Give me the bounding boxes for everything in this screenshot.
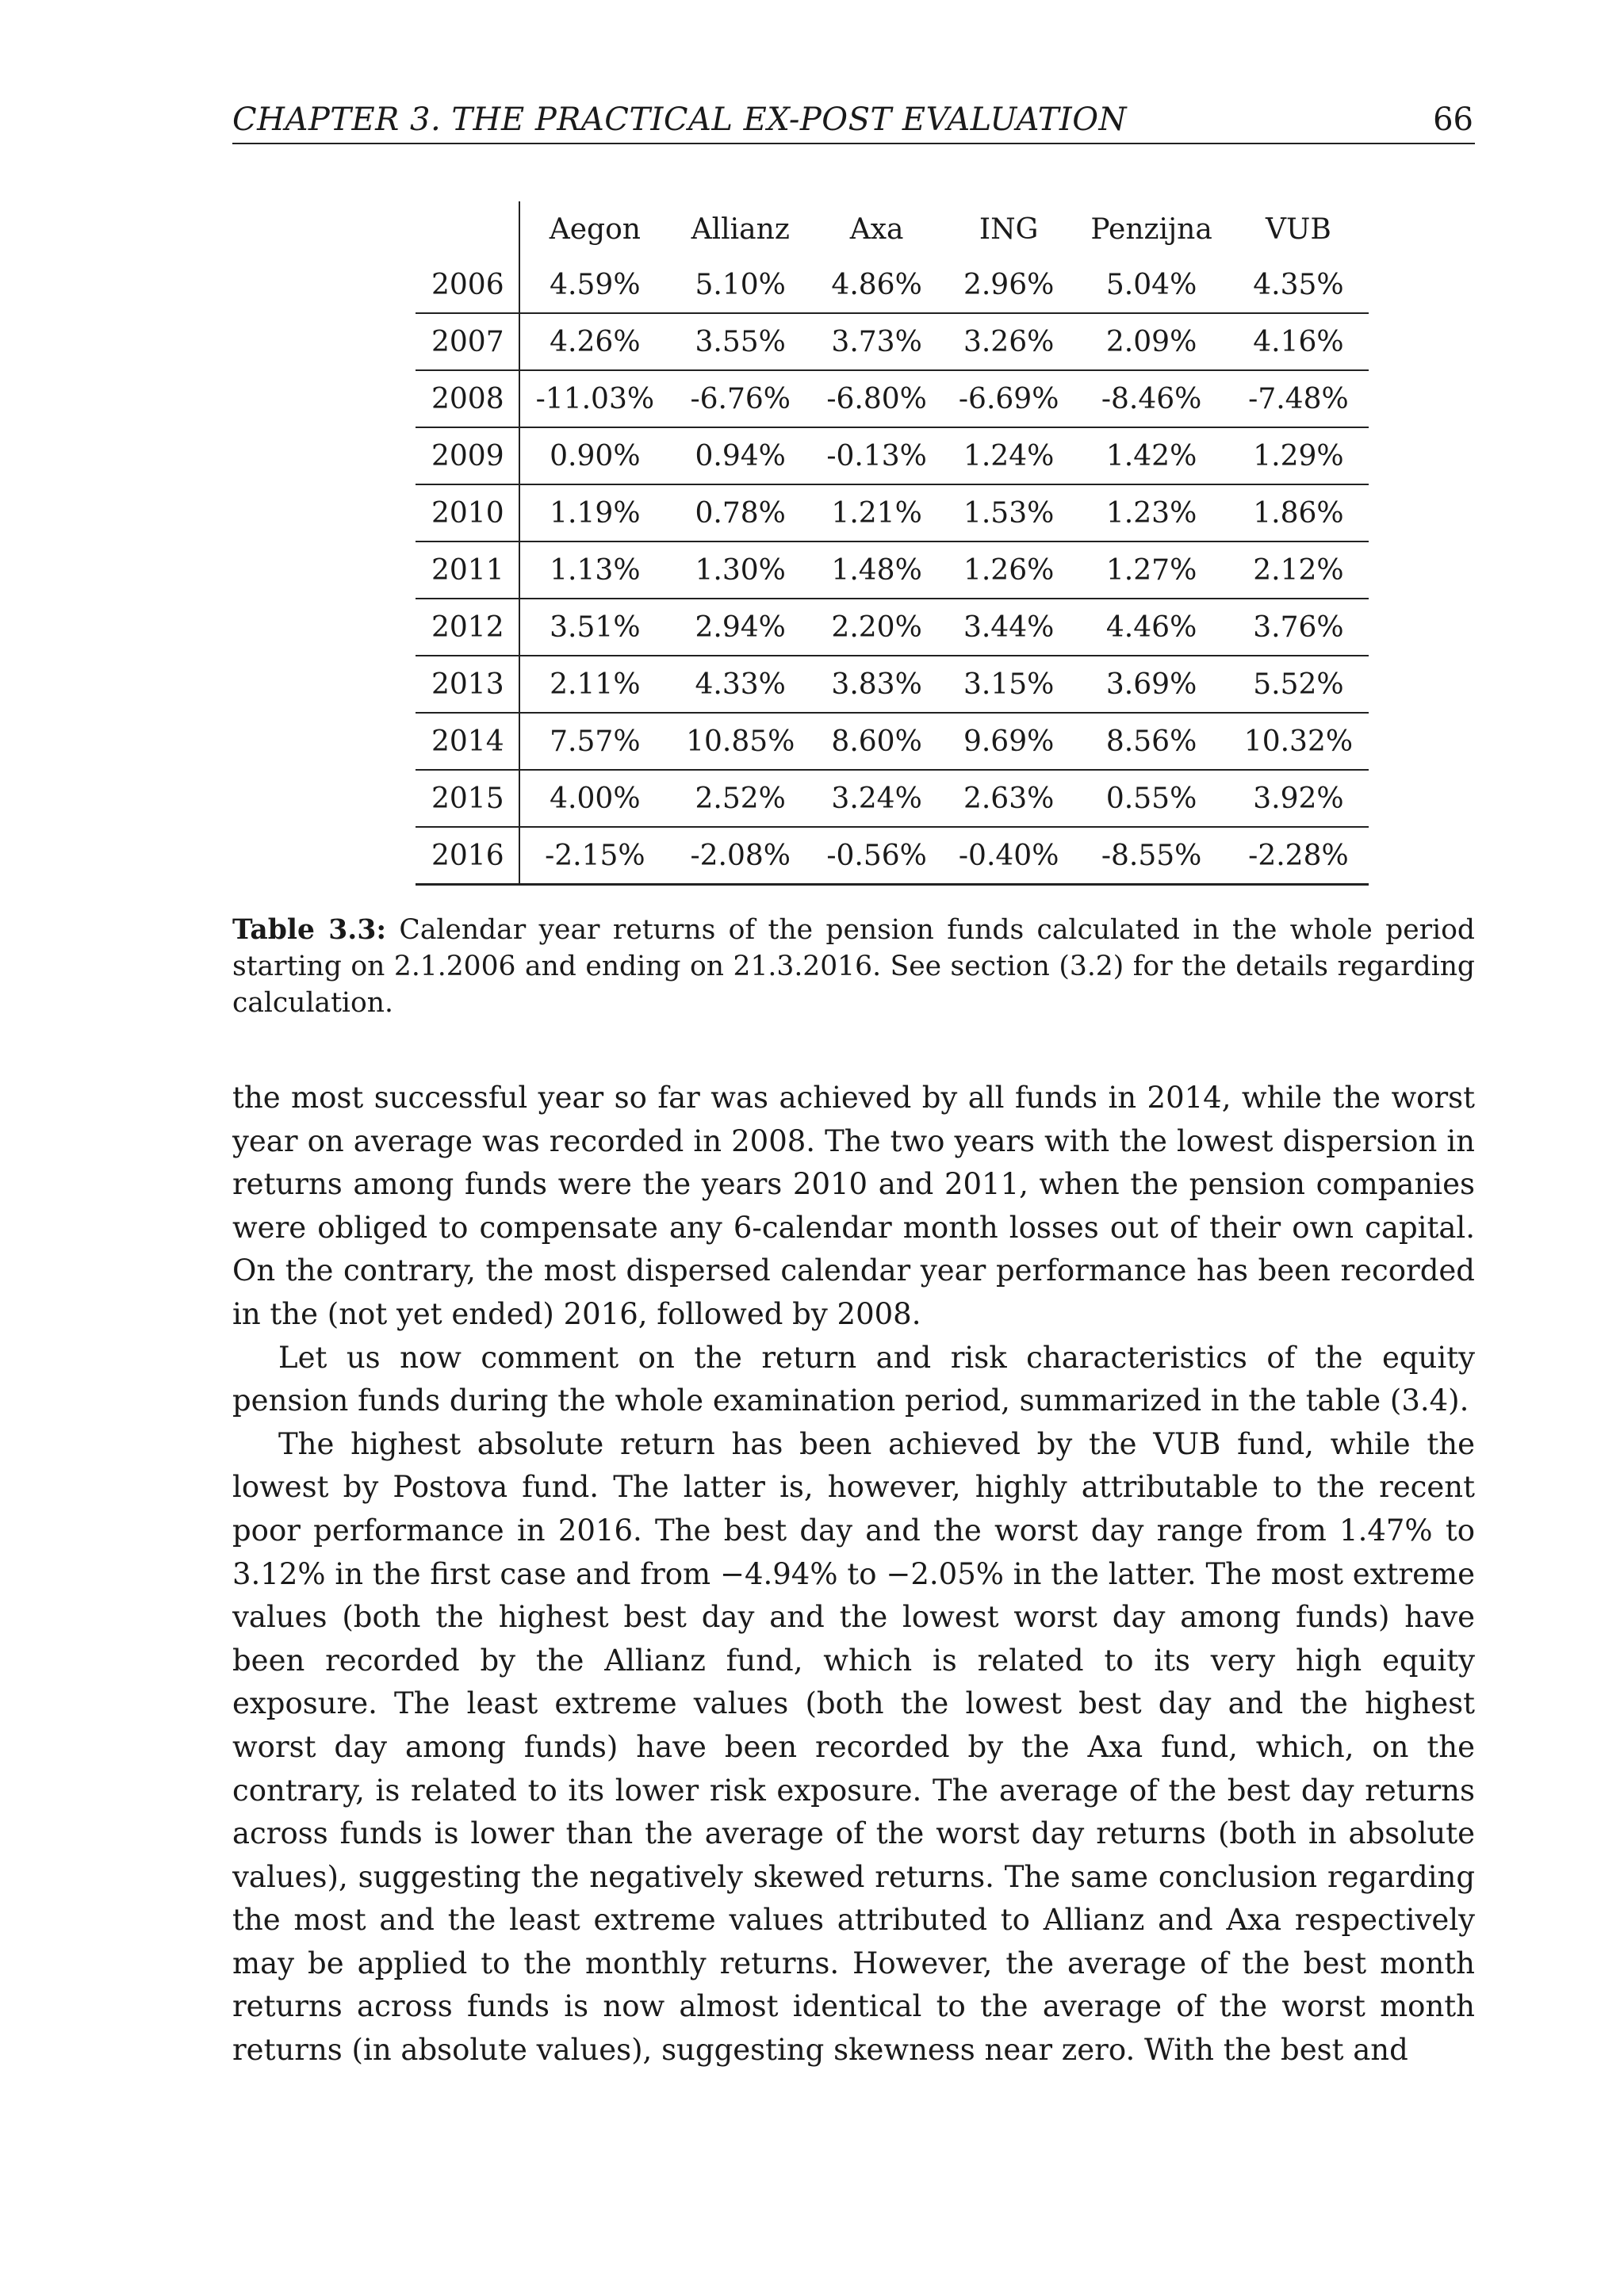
return-cell: 0.94% — [670, 427, 810, 484]
return-cell: 1.48% — [810, 541, 943, 599]
return-cell: 10.85% — [670, 713, 810, 770]
return-cell: 2.09% — [1074, 313, 1228, 370]
return-cell: -2.28% — [1228, 827, 1369, 885]
return-cell: 3.92% — [1228, 770, 1369, 827]
return-cell: -6.69% — [943, 370, 1075, 427]
return-cell: 1.24% — [943, 427, 1075, 484]
return-cell: 2.20% — [810, 599, 943, 656]
return-cell: 2.96% — [943, 257, 1075, 313]
paragraph: Let us now comment on the return and risk characteristics of the equity pension funds during the whole examination period, summarized in the table (3.4). — [232, 1340, 1475, 1418]
return-cell: 1.86% — [1228, 484, 1369, 541]
return-cell: 3.24% — [810, 770, 943, 827]
return-cell: 4.00% — [519, 770, 670, 827]
return-cell: 1.29% — [1228, 427, 1369, 484]
chapter-title: CHAPTER 3. THE PRACTICAL EX-POST EVALUATION — [232, 101, 1127, 138]
return-cell: 1.30% — [670, 541, 810, 599]
return-cell: 8.60% — [810, 713, 943, 770]
return-cell: 1.42% — [1074, 427, 1228, 484]
return-cell: -6.76% — [670, 370, 810, 427]
table-row — [416, 827, 1369, 885]
table-row — [416, 313, 1369, 370]
return-cell: -2.15% — [519, 827, 670, 885]
return-cell: 0.90% — [519, 427, 670, 484]
return-cell: -2.08% — [670, 827, 810, 885]
table-row — [416, 427, 1369, 484]
page-number: 66 — [1433, 101, 1473, 138]
table-caption — [232, 912, 1475, 1021]
caption-text: Calendar year returns of the pension funds calculated in the whole period starting on 2.1.2006 and ending on 21.3.2016. See section (3.2) for the details regarding calculation. — [232, 914, 1476, 1019]
return-cell: 4.16% — [1228, 313, 1369, 370]
column-header: VUB — [1266, 212, 1331, 246]
year-cell: 2014 — [416, 713, 519, 770]
return-cell: 1.13% — [519, 541, 670, 599]
year-cell: 2013 — [416, 656, 519, 713]
calendar-returns-table — [416, 201, 1369, 886]
return-cell: 4.46% — [1074, 599, 1228, 656]
table-row — [416, 599, 1369, 656]
return-cell: 1.26% — [943, 541, 1075, 599]
return-cell: 3.44% — [943, 599, 1075, 656]
table-row — [416, 541, 1369, 599]
year-cell: 2010 — [416, 484, 519, 541]
column-header: Axa — [849, 212, 904, 246]
return-cell: 3.76% — [1228, 599, 1369, 656]
caption-label: Table 3.3: — [232, 914, 387, 946]
return-cell: 2.12% — [1228, 541, 1369, 599]
return-cell: 1.53% — [943, 484, 1075, 541]
return-cell: 5.52% — [1228, 656, 1369, 713]
return-cell: 3.69% — [1074, 656, 1228, 713]
return-cell: 9.69% — [943, 713, 1075, 770]
paragraph: The highest absolute return has been achieved by the VUB fund, while the lowest by Postova fund. The latter is, however, highly attributable to the recent poor performance in 2016. The best day and the worst day range from 1.47% to 3.12% in the first case and from −4.94% to −2.05% in the latter. The most extreme values (both the highest best day and the lowest worst day among funds) have been recorded by the Allianz fund, which is related to its very high equity exposure. The least extreme values (both the lowest best day and the highest worst day among funds) have been recorded by the Axa fund, which, on the contrary, is related to its lower risk exposure. The average of the best day returns across funds is lower than the average of the worst day returns (both in absolute values), suggesting the negatively skewed returns. The same conclusion regarding the most and the least extreme values attributed to Allianz and Axa respectively may be applied to the monthly returns. However, the average of the best month returns across funds is now almost identical to the average of the worst month returns (in absolute values), suggesting skewness near zero. With the best and — [232, 1426, 1475, 2068]
return-cell: 5.04% — [1074, 257, 1228, 313]
return-cell: 3.26% — [943, 313, 1075, 370]
column-header: Penzijna — [1090, 212, 1212, 246]
return-cell: 3.51% — [519, 599, 670, 656]
return-cell: 2.94% — [670, 599, 810, 656]
paragraph: the most successful year so far was achieved by all funds in 2014, while the worst year on average was recorded in 2008. The two years with the lowest dispersion in returns among funds were the years 2010 and 2011, when the pension companies were obliged to compensate any 6-calendar month losses out of their own capital. On the contrary, the most dispersed calendar year performance has been recorded in the (not yet ended) 2016, followed by 2008. — [232, 1081, 1475, 1331]
corner-cell — [416, 201, 519, 257]
return-cell: 4.59% — [519, 257, 670, 313]
return-cell: 1.23% — [1074, 484, 1228, 541]
return-cell: 3.15% — [943, 656, 1075, 713]
return-cell: -11.03% — [519, 370, 670, 427]
column-header: Allianz — [691, 212, 790, 246]
year-cell: 2007 — [416, 313, 519, 370]
year-cell: 2006 — [416, 257, 519, 313]
table-row — [416, 484, 1369, 541]
return-cell: 2.52% — [670, 770, 810, 827]
return-cell: 3.73% — [810, 313, 943, 370]
table-row — [416, 257, 1369, 313]
year-cell: 2009 — [416, 427, 519, 484]
return-cell: -0.40% — [943, 827, 1075, 885]
return-cell: -7.48% — [1228, 370, 1369, 427]
return-cell: 3.83% — [810, 656, 943, 713]
return-cell: 2.63% — [943, 770, 1075, 827]
return-cell: 1.21% — [810, 484, 943, 541]
return-cell: -0.13% — [810, 427, 943, 484]
return-cell: 1.27% — [1074, 541, 1228, 599]
column-header: Aegon — [549, 212, 641, 246]
return-cell: -8.55% — [1074, 827, 1228, 885]
table-row — [416, 713, 1369, 770]
return-cell: 4.86% — [810, 257, 943, 313]
table-row — [416, 370, 1369, 427]
running-header — [232, 101, 1475, 144]
year-cell: 2015 — [416, 770, 519, 827]
year-cell: 2011 — [416, 541, 519, 599]
column-header: ING — [979, 212, 1039, 246]
year-cell: 2016 — [416, 827, 519, 885]
return-cell: 5.10% — [670, 257, 810, 313]
table-row — [416, 656, 1369, 713]
return-cell: 8.56% — [1074, 713, 1228, 770]
return-cell: 4.35% — [1228, 257, 1369, 313]
return-cell: 1.19% — [519, 484, 670, 541]
table-row — [416, 770, 1369, 827]
return-cell: -8.46% — [1074, 370, 1228, 427]
return-cell: -6.80% — [810, 370, 943, 427]
return-cell: 7.57% — [519, 713, 670, 770]
return-cell: 10.32% — [1228, 713, 1369, 770]
return-cell: 2.11% — [519, 656, 670, 713]
year-cell: 2012 — [416, 599, 519, 656]
table-header-row — [416, 201, 1369, 257]
return-cell: 4.26% — [519, 313, 670, 370]
return-cell: 0.55% — [1074, 770, 1228, 827]
return-cell: 3.55% — [670, 313, 810, 370]
year-cell: 2008 — [416, 370, 519, 427]
return-cell: 4.33% — [670, 656, 810, 713]
body-text — [232, 1077, 1475, 2072]
return-cell: 0.78% — [670, 484, 810, 541]
return-cell: -0.56% — [810, 827, 943, 885]
